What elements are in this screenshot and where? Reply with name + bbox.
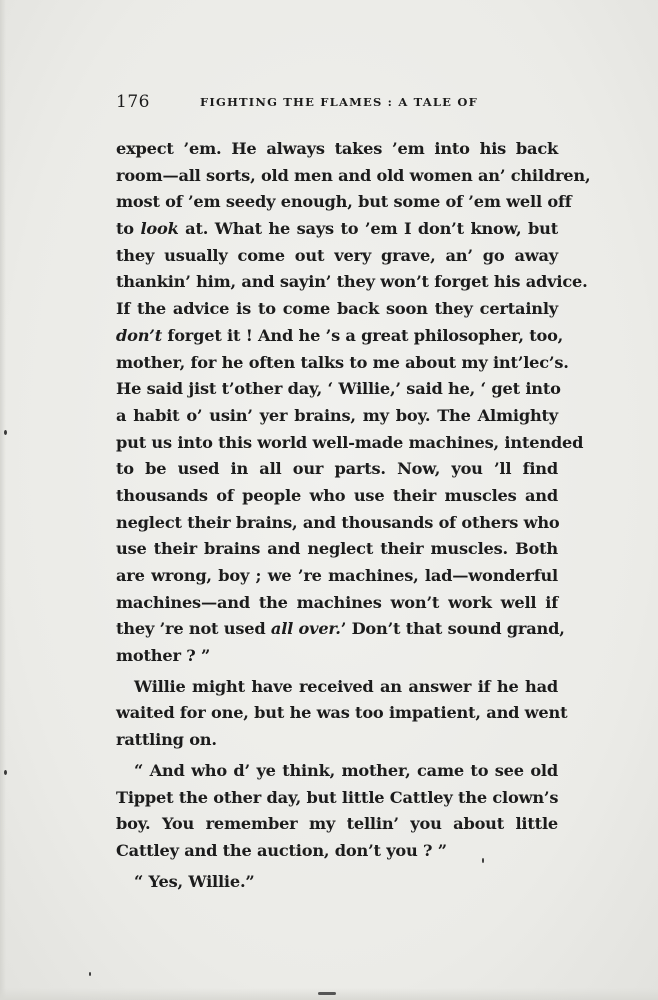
text-line: boy. You remember my tellin’ you about little xyxy=(116,814,558,834)
text-line: mother, for he often talks to me about my int’lec’s. xyxy=(116,352,569,372)
text-line: they usually come out very grave, an’ go away xyxy=(116,245,558,265)
text-line: neglect their brains, and thousands of others who xyxy=(116,512,560,532)
text-line: are wrong, boy ; we ’re machines, lad—wonderful xyxy=(116,566,558,585)
text-line xyxy=(116,216,558,243)
text-line: He said jist t’other day, ‘ Willie,’ said he, ‘ get into xyxy=(116,379,561,399)
text-line: Tippet the other day, but little Cattley the clown’s xyxy=(116,787,559,807)
print-speck xyxy=(482,858,484,863)
text-run: forget it ! And he ’s a great philosopher, too, xyxy=(162,325,564,345)
body-text xyxy=(116,136,591,895)
page-edge-shadow xyxy=(0,0,6,1000)
text-line: “ Yes, Willie.” xyxy=(134,871,255,891)
text-line: mother ? ” xyxy=(116,646,211,666)
text-line: “ And who d’ ye think, mother, came to see old xyxy=(134,760,558,780)
italic-text: don’t xyxy=(116,325,162,345)
text-line: If the advice is to come back soon they certainly xyxy=(116,299,558,319)
text-line: waited for one, but he was too impatient, and went xyxy=(116,703,568,723)
text-line: a habit o’ usin’ yer brains, my boy. The Almighty xyxy=(116,405,558,425)
text-line xyxy=(116,616,565,643)
text-line: machines—and the machines won’t work well if xyxy=(116,592,558,612)
italic-text: all over. xyxy=(270,619,341,639)
text-line: to be used in all our parts. Now, you ’ll find xyxy=(116,459,558,479)
text-line: expect ’em. He always takes ’em into his back xyxy=(116,139,558,158)
print-speck xyxy=(4,430,7,435)
text-line: use their brains and neglect their muscles. Both xyxy=(116,539,558,559)
page-header xyxy=(116,92,560,112)
text-line: most of ’em seedy enough, but some of ’em well off xyxy=(116,192,572,212)
text-line: Willie might have received an answer if he had xyxy=(134,676,558,696)
print-speck xyxy=(4,770,7,775)
text-line: room—all sorts, old men and old women an’ children, xyxy=(116,165,591,185)
page-number: 176 xyxy=(116,92,150,112)
text-line xyxy=(116,323,564,350)
text-run: at. What he says to ’em I don’t know, but xyxy=(178,219,558,239)
text-line: Cattley and the auction, don’t you ? ” xyxy=(116,840,447,860)
italic-text: look xyxy=(140,219,179,239)
text-line: thousands of people who use their muscles and xyxy=(116,485,558,505)
text-line: rattling on. xyxy=(116,730,217,750)
text-line: thankin’ him, and sayin’ they won’t forget his advice. xyxy=(116,272,588,292)
print-speck xyxy=(318,992,336,995)
text-run: they ’re not used xyxy=(116,619,271,639)
text-run: to xyxy=(116,219,141,239)
text-line: put us into this world well-made machines, intended xyxy=(116,432,584,452)
running-title: FIGHTING THE FLAMES : A TALE OF xyxy=(200,95,478,109)
text-run: ’ Don’t that sound grand, xyxy=(340,619,565,639)
print-speck xyxy=(89,972,91,976)
